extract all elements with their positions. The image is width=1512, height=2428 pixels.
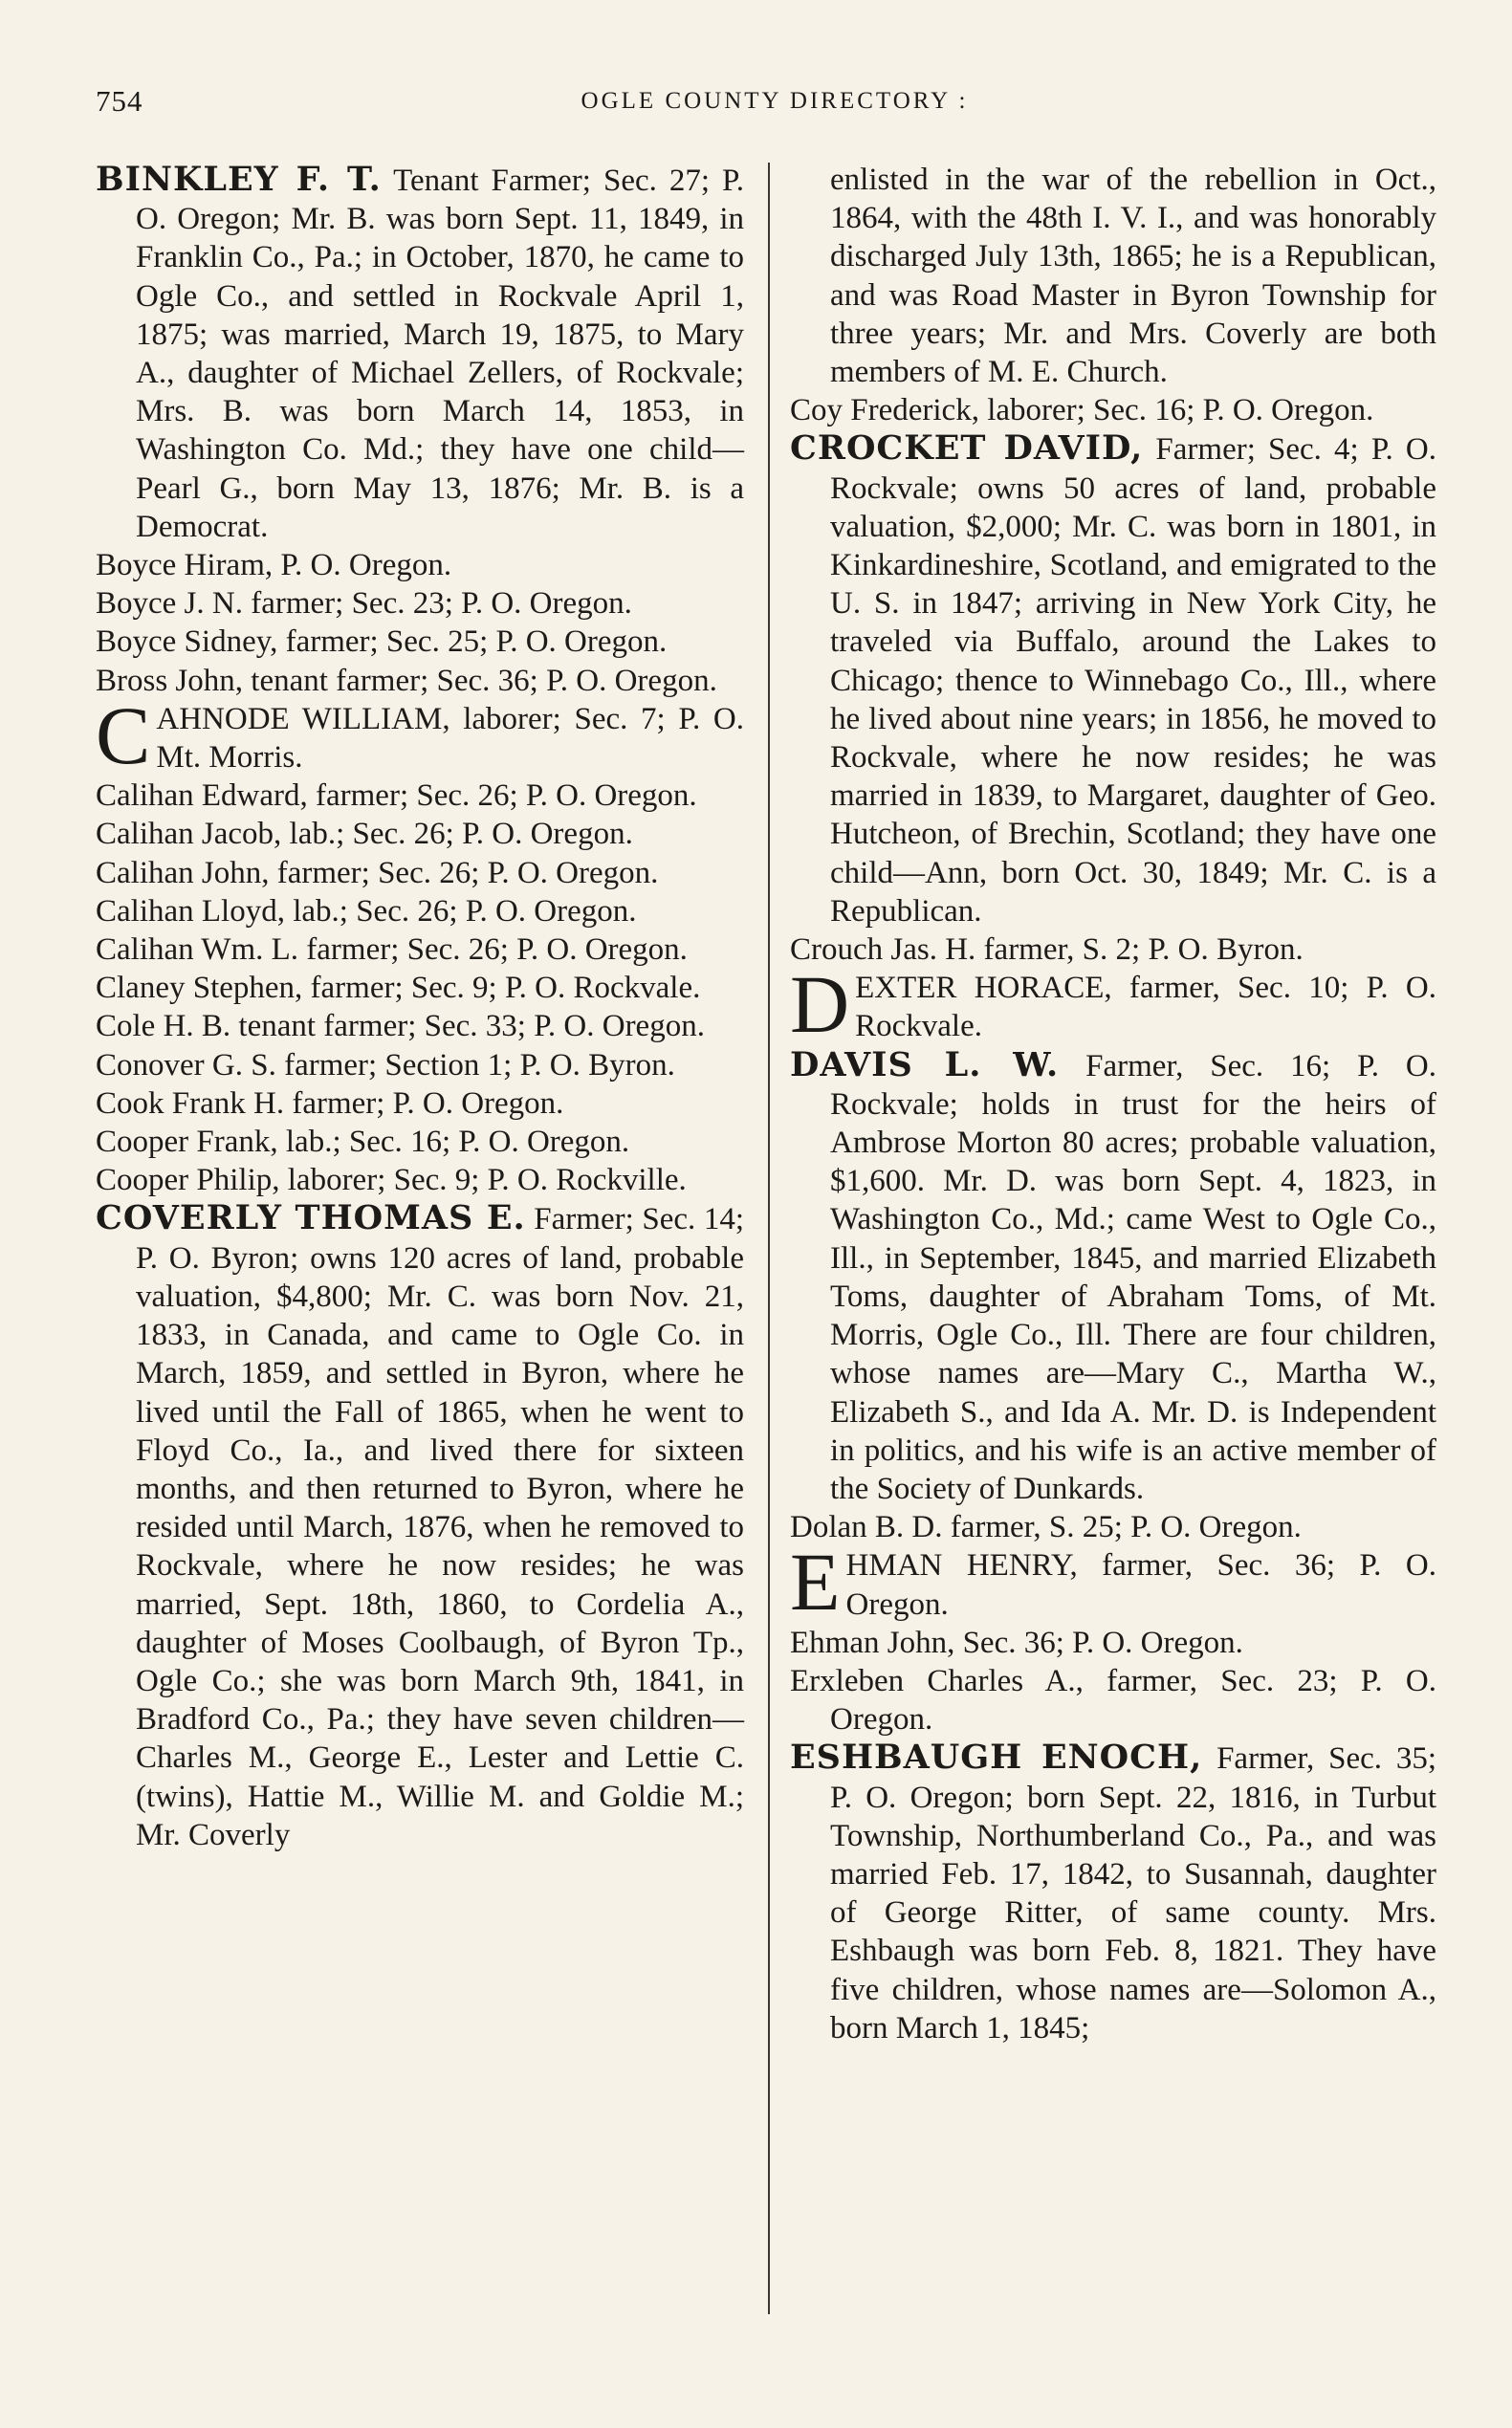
directory-entry: Boyce Hiram, P. O. Oregon. (96, 548, 452, 583)
entry-binkley (96, 161, 744, 546)
column-divider (768, 163, 770, 2314)
entry-name: BINKLEY F. T. (96, 160, 382, 199)
directory-entry: Cooper Frank, lab.; Sec. 16; P. O. Oregon. (96, 1125, 630, 1160)
drop-cap-e: E (790, 1546, 841, 1624)
section-c-entry (96, 700, 744, 777)
directory-entry: Conover G. S. farmer; Section 1; P. O. Byron. (96, 1047, 675, 1083)
directory-entry: Calihan Wm. L. farmer; Sec. 26; P. O. Oregon. (96, 932, 688, 968)
entry-coverly-continued: enlisted in the war of the rebellion in Oct., 1864, with the 48th I. V. I., and was honorably discharged July 13th, 1865; he is a Republican, and was Road Master in Byron Township for three years; Mr. and Mrs. Coverly are both members of M. E. Church. (830, 163, 1436, 390)
directory-entry: Cole H. B. tenant farmer; Sec. 33; P. O. Oregon. (96, 1009, 705, 1044)
entry-text: Farmer, Sec. 35; P. O. Oregon; born Sept. 22, 1816, in Turbut Township, Northumberland Co., Pa., and was married Feb. 17, 1842, to Susannah, daughter of George Ritter, of same county. Mrs. Eshbaugh was born Feb. 8, 1821. They have five children, whose names are—Solomon A., born March 1, 1845; (830, 1741, 1436, 2045)
directory-entry: Boyce Sidney, farmer; Sec. 25; P. O. Oregon. (96, 624, 668, 660)
entry-text: EXTER HORACE, farmer, Sec. 10; P. O. Rockvale. (855, 971, 1436, 1044)
directory-entry: Bross John, tenant farmer; Sec. 36; P. O. Oregon. (96, 663, 717, 698)
entry-crocket (790, 429, 1436, 930)
page-header (96, 84, 1454, 122)
page-number: 754 (96, 84, 143, 118)
drop-cap-c: C (96, 699, 151, 777)
entry-name: DAVIS L. W. (790, 1044, 1060, 1084)
drop-cap-d: D (790, 969, 850, 1046)
right-column (790, 161, 1436, 2047)
directory-entry: Calihan Edward, farmer; Sec. 26; P. O. Oregon. (96, 778, 697, 814)
directory-entry: Calihan John, farmer; Sec. 26; P. O. Oregon. (96, 855, 659, 890)
directory-entry: Dolan B. D. farmer, S. 25; P. O. Oregon. (790, 1510, 1302, 1545)
section-e-entry (790, 1546, 1436, 1623)
directory-entry: Cooper Philip, laborer; Sec. 9; P. O. Rockville. (96, 1163, 687, 1198)
entry-text: Farmer; Sec. 4; P. O. Rockvale; owns 50 acres of land, probable valuation, $2,000; Mr. C. was born in 1801, in Kinkardineshire, Scotland, and emigrated to the U. S. in 1847; arriving in New York City, he traveled via Buffalo, around the Lakes to Chicago; thence to Winnebago Co., Ill., where he lived about nine years; in 1856, he moved to Rockvale, where he now resides; he was married in 1839, to Margaret, daughter of Geo. Hutcheon, of Brechin, Scotland; they have one child—Ann, born Oct. 30, 1849; Mr. C. is a Republican. (830, 432, 1436, 929)
entry-coverly (96, 1199, 744, 1853)
directory-entry: Claney Stephen, farmer; Sec. 9; P. O. Rockvale. (96, 971, 701, 1006)
left-column (96, 161, 744, 1854)
directory-entry: Calihan Lloyd, lab.; Sec. 26; P. O. Oregon. (96, 893, 637, 929)
section-d-entry (790, 969, 1436, 1045)
entry-text: Farmer, Sec. 16; P. O. Rockvale; holds in trust for the heirs of Ambrose Morton 80 acres; probable valuation, $1,600. Mr. D. was born Sept. 4, 1823, in Washington Co., Md.; came West to Ogle Co., Ill., in September, 1845, and married Elizabeth Toms, daughter of Abraham Toms, of Mt. Morris, Ogle Co., Ill. There are four children, whose names are—Mary C., Martha W., Elizabeth S., and Ida A. Mr. D. is Independent in politics, and his wife is an active member of the Society of Dunkards. (830, 1048, 1436, 1506)
directory-entry: Ehman John, Sec. 36; P. O. Oregon. (790, 1625, 1243, 1660)
entry-davis (790, 1046, 1436, 1508)
entry-text: HMAN HENRY, farmer, Sec. 36; P. O. Oregon. (845, 1548, 1436, 1622)
directory-entry: Erxleben Charles A., farmer, Sec. 23; P. O. Oregon. (790, 1663, 1436, 1738)
directory-entry: Coy Frederick, laborer; Sec. 16; P. O. Oregon. (790, 393, 1374, 428)
entry-text: Farmer; Sec. 14; P. O. Byron; owns 120 acres of land, probable valuation, $4,800; Mr. C. was born Nov. 21, 1833, in Canada, and came to Ogle Co. in March, 1859, and settled in Byron, where he lived until the Fall of 1865, when he went to Floyd Co., Ia., and lived there for sixteen months, and then returned to Byron, where he resided until March, 1876, when he removed to Rockvale, where he now resides; he was married, Sept. 18th, 1860, to Cordelia A., daughter of Moses Coolbaugh, of Byron Tp., Ogle Co.; she was born March 9th, 1841, in Bradford Co., Pa.; they have seven children—Charles M., George E., Lester and Lettie C. (twins), Hattie M., Willie M. and Goldie M.; Mr. Coverly (136, 1202, 745, 1852)
running-head: OGLE COUNTY DIRECTORY : (581, 88, 969, 114)
entry-name: CROCKET DAVID, (790, 428, 1144, 469)
entry-eshbaugh (790, 1739, 1436, 2047)
directory-entry: Boyce J. N. farmer; Sec. 23; P. O. Oregon. (96, 586, 632, 622)
directory-entry: Calihan Jacob, lab.; Sec. 26; P. O. Oregon. (96, 817, 633, 852)
entry-name: COVERLY THOMAS E. (96, 1198, 526, 1238)
directory-entry: Cook Frank H. farmer; P. O. Oregon. (96, 1085, 564, 1121)
directory-entry: Crouch Jas. H. farmer, S. 2; P. O. Byron. (790, 932, 1304, 968)
entry-text: Tenant Farmer; Sec. 27; P. O. Oregon; Mr. B. was born Sept. 11, 1849, in Franklin Co., Pa.; in October, 1870, he came to Ogle Co., and settled in Rockvale April 1, 1875; was married, March 19, 1875, to Mary A., daughter of Michael Zellers, of Rockvale; Mrs. B. was born March 14, 1853, in Washington Co. Md.; they have one child—Pearl G., born May 13, 1876; Mr. B. is a Democrat. (136, 164, 744, 544)
entry-text: AHNODE WILLIAM, laborer; Sec. 7; P. O. Mt. Morris. (156, 701, 744, 776)
entry-name: ESHBAUGH ENOCH, (790, 1738, 1203, 1778)
